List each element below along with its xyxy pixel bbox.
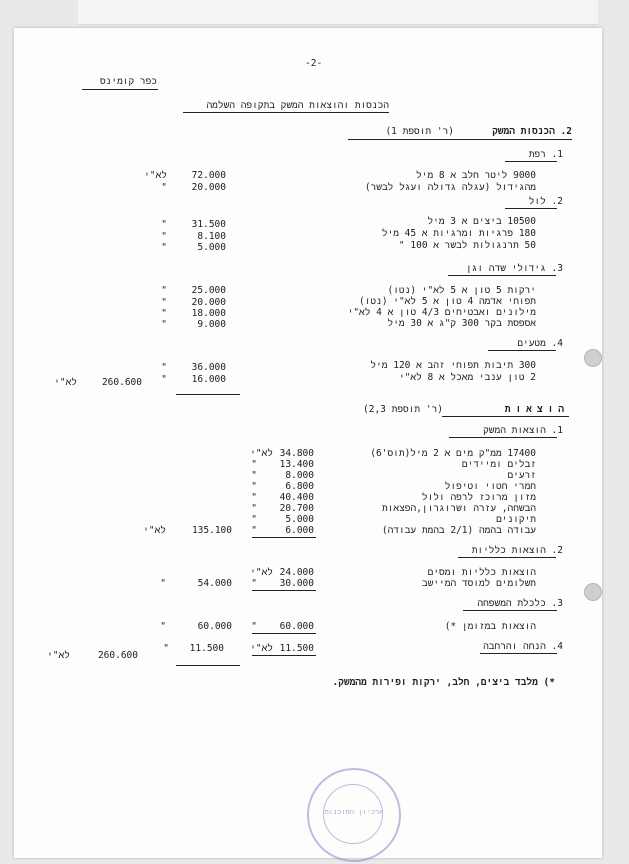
section-title: 3. כלכלת המשפחה bbox=[477, 598, 563, 609]
item-amount: 24.000 bbox=[279, 567, 314, 578]
income-total: 260.600 bbox=[101, 377, 142, 388]
section-title: 3. גידולי שדה וגן bbox=[465, 263, 563, 274]
item-desc: תפוחי אדמה 4 טון א 5 לא"י (נטו) bbox=[359, 296, 536, 307]
item-desc: 50 תרנגולות לבשר א 100 " bbox=[398, 240, 536, 251]
item-unit: " bbox=[251, 470, 257, 481]
item-amount: 9.000 bbox=[197, 319, 226, 330]
item-amount: 13.400 bbox=[279, 459, 314, 470]
item-desc: זרעים bbox=[507, 470, 536, 481]
item-unit: לא"י bbox=[250, 567, 273, 578]
item-unit: " bbox=[161, 319, 167, 330]
section-title: 4. מטעים bbox=[517, 338, 563, 349]
item-unit: " bbox=[161, 182, 167, 193]
item-unit: " bbox=[251, 481, 257, 492]
subtotal-unit: " bbox=[163, 643, 169, 654]
item-desc: מהגידול (עגלה גדולה ועגל לבשר) bbox=[364, 182, 536, 193]
item-unit: " bbox=[251, 514, 257, 525]
item-amount: 25.000 bbox=[191, 285, 226, 296]
subtotal-unit: " bbox=[160, 578, 166, 589]
income-header: 2. הכנסות המשק bbox=[492, 126, 572, 137]
item-desc: 300 תיבות תפוחי זהב א 120 מיל bbox=[370, 360, 536, 371]
section-title: 4. הנחה והרחבה bbox=[483, 641, 563, 652]
subtotal-unit: " bbox=[160, 621, 166, 632]
section-subtotal: 60.000 bbox=[197, 621, 232, 632]
punch-hole bbox=[584, 583, 602, 601]
item-amount: 16.000 bbox=[191, 374, 226, 385]
item-unit: " bbox=[251, 492, 257, 503]
item-desc: תשלומים למוסד המיישב bbox=[421, 578, 536, 589]
item-unit: " bbox=[251, 525, 257, 536]
section-subtotal: 11.500 bbox=[189, 643, 224, 654]
underlying-page-edge bbox=[78, 0, 598, 25]
punch-hole bbox=[584, 349, 602, 367]
item-amount: 36.000 bbox=[191, 362, 226, 373]
item-desc: ירקות 5 טון א 5 לא"י (נטו) bbox=[387, 285, 536, 296]
item-amount: 20.000 bbox=[191, 182, 226, 193]
item-desc: אספסת בקר 300 ק"ג א 30 מיל bbox=[387, 318, 536, 329]
item-amount: 6.800 bbox=[285, 481, 314, 492]
document-page bbox=[14, 28, 602, 858]
document-title: הכנסות והוצאות המשק בתקופה השלמה bbox=[206, 100, 389, 111]
item-desc: 17400 ממ"ק מים א 2 מיל(תוס'6) bbox=[370, 448, 536, 459]
stamp-text: ארכיון הסוכנות bbox=[324, 808, 384, 816]
item-amount: 8.100 bbox=[197, 231, 226, 242]
item-amount: 60.000 bbox=[279, 621, 314, 632]
archive-stamp bbox=[307, 768, 401, 862]
item-unit: " bbox=[161, 308, 167, 319]
item-desc: זבלים ומיידים bbox=[461, 459, 536, 470]
income-ref: (ר' תוספת 1) bbox=[385, 126, 454, 137]
item-amount: 5.000 bbox=[197, 242, 226, 253]
item-unit: לא"י bbox=[144, 170, 167, 181]
item-unit: לא"י bbox=[250, 448, 273, 459]
item-amount: 20.700 bbox=[279, 503, 314, 514]
section-title: 1. רפת bbox=[528, 149, 563, 160]
item-desc: 180 פרגיות ומרגיות א 45 מיל bbox=[381, 228, 536, 239]
item-unit: " bbox=[161, 285, 167, 296]
item-unit: " bbox=[251, 578, 257, 589]
item-unit: " bbox=[161, 242, 167, 253]
item-desc: הבשחה, עזרה ושרוגרון,הפצאות bbox=[382, 503, 536, 514]
item-unit: " bbox=[161, 374, 167, 385]
item-desc: מזון מרוכז לרפה ולול bbox=[421, 492, 536, 503]
item-amount: 34.800 bbox=[279, 448, 314, 459]
item-amount: 6.000 bbox=[285, 525, 314, 536]
page-number: -2- bbox=[305, 58, 323, 69]
expenses-total: 260.600 bbox=[97, 650, 138, 661]
income-total-unit: לא"י bbox=[54, 377, 77, 388]
item-desc: 9000 ליטר חלב א 8 מיל bbox=[416, 170, 536, 181]
item-unit: " bbox=[251, 459, 257, 470]
item-unit: " bbox=[161, 362, 167, 373]
item-amount: 11.500 bbox=[279, 643, 314, 654]
item-unit: " bbox=[161, 219, 167, 230]
item-amount: 72.000 bbox=[191, 170, 226, 181]
expenses-ref: (ר' תוספת 2,3) bbox=[363, 404, 443, 415]
item-amount: 8.000 bbox=[285, 470, 314, 481]
item-desc: הוצאות במזומן *) bbox=[444, 621, 536, 632]
item-desc: עבודה בהמה (2/1 בהמת עבודה) bbox=[381, 525, 536, 536]
section-title: 2. הוצאות כלליות bbox=[471, 545, 563, 556]
section-title: 1. הוצאות המשק bbox=[483, 425, 563, 436]
item-amount: 40.400 bbox=[279, 492, 314, 503]
item-desc: הוצאות כלליות ומסים bbox=[427, 567, 536, 578]
item-amount: 31.500 bbox=[191, 219, 226, 230]
item-unit: לא"י bbox=[250, 643, 273, 654]
item-unit: " bbox=[161, 231, 167, 242]
item-amount: 5.000 bbox=[285, 514, 314, 525]
section-subtotal: 135.100 bbox=[191, 525, 232, 536]
item-desc: חמרי חטוי וטיפול bbox=[444, 481, 536, 492]
item-desc: 2 טון ענבי מאכל א 8 לא"י bbox=[398, 372, 536, 383]
section-title: 2. לול bbox=[528, 196, 563, 207]
item-unit: " bbox=[251, 621, 257, 632]
item-desc: 10500 ביצים א 3 מיל bbox=[427, 216, 536, 227]
item-unit: " bbox=[161, 297, 167, 308]
item-amount: 20.000 bbox=[191, 297, 226, 308]
item-desc: תיקונים bbox=[496, 514, 536, 525]
item-amount: 18.000 bbox=[191, 308, 226, 319]
footnote: *) מלבד ביצים, חלב, ירקות ופירות מהמשק. bbox=[332, 677, 555, 688]
item-amount: 30.000 bbox=[279, 578, 314, 589]
item-desc: מילונים ואבטיחים 4/3 טון א 4 לא"י bbox=[347, 307, 536, 318]
section-subtotal: 54.000 bbox=[197, 578, 232, 589]
item-unit: " bbox=[251, 503, 257, 514]
author-label: כפר קומינס bbox=[99, 76, 157, 87]
subtotal-unit: לא"י bbox=[143, 525, 166, 536]
expenses-header: הוצאות bbox=[504, 404, 569, 415]
expenses-total-unit: לא"י bbox=[47, 650, 70, 661]
